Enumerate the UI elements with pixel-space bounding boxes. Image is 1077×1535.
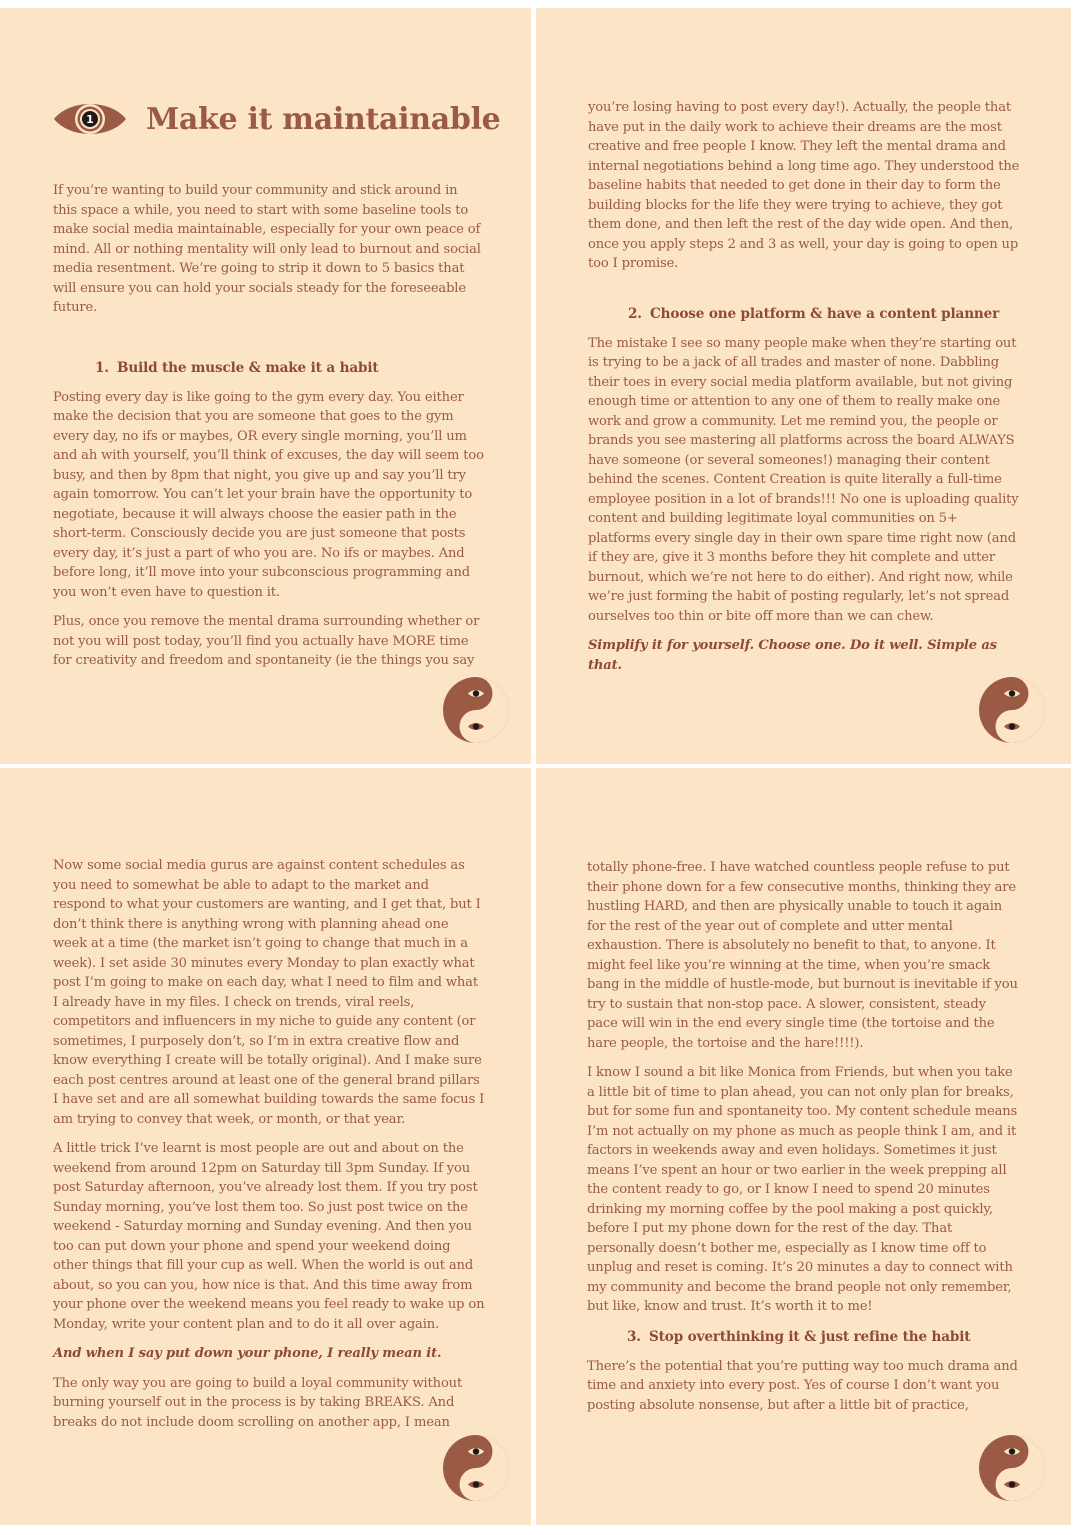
emphasis-line: Simplify it for yourself. Choose one. Do it well. Simple as that.: [588, 638, 997, 673]
eye-icon: [52, 98, 128, 140]
title-block: [52, 94, 500, 144]
heading-1-number: 1.: [95, 359, 109, 376]
paragraph: I know I sound a bit like Monica from Friends, but when you take a little bit of time to plan ahead, you can not only plan for breaks, but for some fun and spontaneity too. My content schedule means I’m not actually on my phone as much as people think I am, and it factors in weekends away and even holidays. Sometimes it just means I’ve spent an hour or two earlier in the week prepping all the content ready to go, or I know I need to spend 20 minutes drinking my morning coffee by the pool making a post quickly, before I put my phone down for the rest of the day. That personally doesn’t bother me, especially as I know time off to unplug and reset is coming. It’s 20 minutes a day to connect with my community and become the brand people not only remember, but like, know and trust. It’s worth it to me!: [587, 1065, 1018, 1314]
yin-yang-eye-icon: [442, 1434, 510, 1502]
heading-1-text: Build the muscle & make it a habit: [117, 359, 379, 376]
paragraph: There’s the potential that you’re putting way too much drama and time and anxiety into every post. Yes of course I don’t want you posting absolute nonsense, but after a little bit of practice,: [587, 1358, 1018, 1413]
heading-3: [587, 1327, 1019, 1347]
paragraph: you’re losing having to post every day!). Actually, the people that have put in the daily work to achieve their dreams are the most creative and free people I know. They left the mental drama and internal negotiations behind a long time ago. They understood the baseline habits that needed to get done in their day to form the building blocks for the life they were trying to achieve, they got them done, and then left the rest of the day wide open. And then, once you apply steps 2 and 3 as well, your day is going to open up too I promise.: [588, 100, 1020, 271]
page-2-body: [588, 98, 1020, 685]
paragraph: Plus, once you remove the mental drama surrounding whether or not you will post today, you’ll find you actually have MORE time for creativity and freedom and spontaneity (ie the things you say: [53, 614, 480, 668]
heading-3-text: Stop overthinking it & just refine the habit: [649, 1328, 971, 1345]
yin-yang-eye-icon: [978, 1434, 1046, 1502]
paragraph: Posting every day is like going to the gym every day. You either make the decision that you are someone that goes to the gym every day, no ifs or maybes, OR every single morning, you’ll um and ah with yourself, you’ll think of excuses, the day will seem too busy, and then by 8pm that night, you give up and say you’ll try again tomorrow. You can’t let your brain have the opportunity to negotiate, because it will always choose the easier path in the short-term. Consciously decide you are just someone that posts every day, it’s just a part of who you are. No ifs or maybes. And before long, it’ll move into your subconscious programming and you won’t even have to question it.: [53, 389, 484, 600]
page-3-body: [53, 856, 485, 1442]
yin-yang-eye-icon: [442, 676, 510, 744]
intro-paragraph: If you’re wanting to build your community and stick around in this space a while, you need to start with some baseline tools to make social media maintainable, especially for your own peace of mind. All or nothing mentality will only lead to burnout and social media resentment. We’re going to strip it down to 5 basics that will ensure you can hold your socials steady for the foreseeable future.: [53, 183, 481, 315]
page-title: Make it maintainable: [146, 101, 501, 137]
emphasis-line: And when I say put down your phone, I really mean it.: [53, 1346, 442, 1361]
heading-2-text: Choose one platform & have a content planner: [650, 305, 1000, 322]
page-1: [0, 8, 531, 764]
heading-2-number: 2.: [628, 305, 642, 322]
heading-3-number: 3.: [627, 1328, 641, 1345]
page-4-body: [587, 858, 1019, 1425]
yin-yang-eye-icon: [978, 676, 1046, 744]
heading-2: [588, 304, 1020, 324]
paragraph: A little trick I’ve learnt is most people are out and about on the weekend from around 12pm on Saturday till 3pm Sunday. If you post Saturday afternoon, you’ve already lost them. If you try post Sunday morning, you’ve lost them too. So just post twice on the weekend - Saturday morning and Sunday evening. And then you too can put down your phone and spend your weekend doing other things that fill your cup as well. When the world is out and about, so you can you, how nice is that. And this time away from your phone over the weekend means you feel ready to wake up on Monday, write your content plan and to do it all over again.: [53, 1141, 485, 1332]
page-2: [536, 8, 1071, 764]
paragraph: The only way you are going to build a loyal community without burning yourself out in the process is by taking BREAKS. And breaks do not include doom scrolling on another app, I mean: [53, 1375, 463, 1430]
heading-1: [53, 358, 485, 378]
paragraph: The mistake I see so many people make when they’re starting out is trying to be a jack of all trades and master of none. Dabbling their toes in every social media platform available, but not giving enough time or attention to any one of them to really make one work and grow a community. Let me remind you, the people or brands you see mastering all platforms across the board ALWAYS have someone (or several someones!) managing their content behind the scenes. Content Creation is quite literally a full-time employee position in a lot of brands!!! No one is uploading quality content and building legitimate loyal communities on 5+ platforms every single day in their own spare time right now (and if they are, give it 3 months before they hit complete and utter burnout, which we’re not here to do either). And right now, while we’re just forming the habit of posting regularly, let’s not spread ourselves too thin or bite off more than we can chew.: [588, 335, 1019, 624]
title-badge: 1: [86, 113, 94, 127]
page-1-body: [53, 181, 485, 681]
paragraph: Now some social media gurus are against content schedules as you need to somewhat be able to adapt to the market and respond to what your customers are wanting, and I get that, but I don’t think there is anything wrong with planning ahead one week at a time (the market isn’t going to change that much in a week). I set aside 30 minutes every Monday to plan exactly what post I’m going to make on each day, what I need to film and what I already have in my files. I check on trends, viral reels, competitors and influencers in my niche to guide any content (or sometimes, I purposely don’t, so I’m in extra creative flow and know everything I create will be totally original). And I make sure each post centres around at least one of the general brand pillars I have set and are all somewhat building towards the same focus I am trying to convey that week, or month, or that year.: [53, 858, 485, 1127]
paragraph: totally phone-free. I have watched countless people refuse to put their phone down for a few consecutive months, thinking they are hustling HARD, and then are physically unable to touch it again for the rest of the year out of complete and utter mental exhaustion. There is absolutely no benefit to that, to anyone. It might feel like you’re winning at the time, when you’re smack bang in the middle of hustle-mode, but burnout is inevitable if you try to sustain that non-stop pace. A slower, consistent, steady pace will win in the end every single time (the tortoise and the hare people, the tortoise and the hare!!!!).: [587, 860, 1018, 1051]
page-4: [536, 768, 1071, 1525]
page-3: [0, 768, 531, 1525]
